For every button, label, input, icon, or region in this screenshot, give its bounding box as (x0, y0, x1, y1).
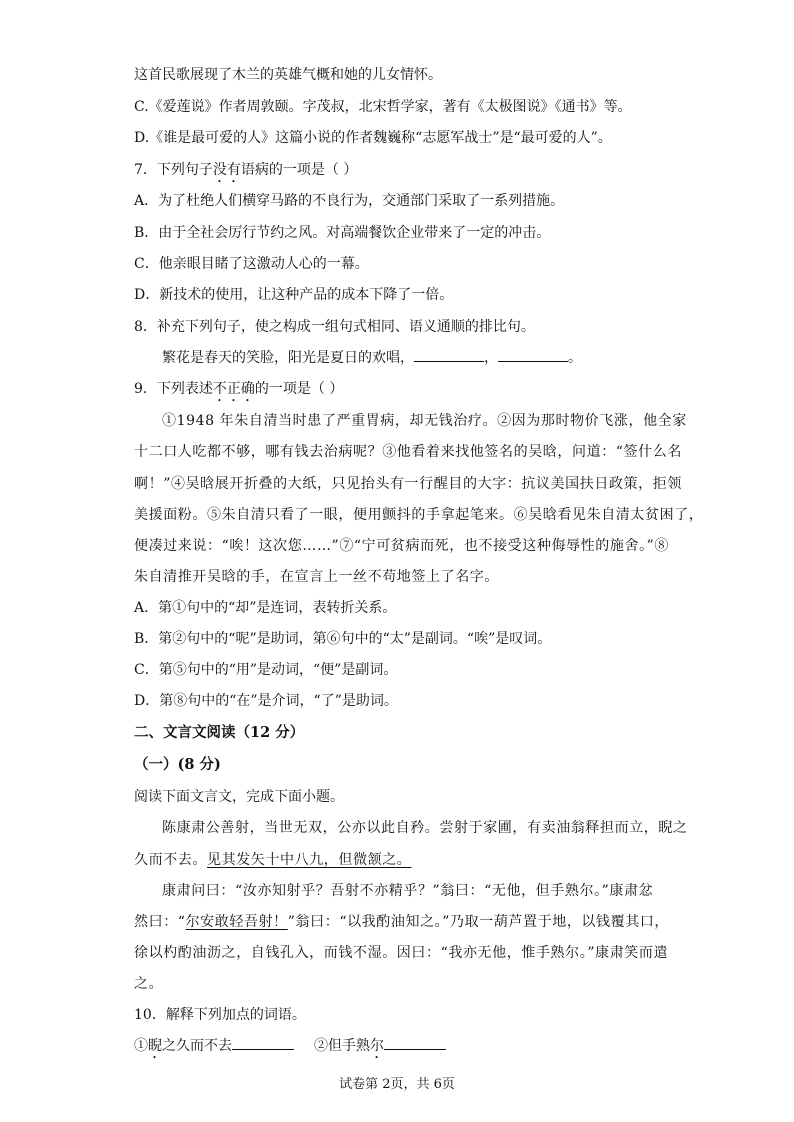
underlined-sentence: 尔安敢轻吾射！ (185, 914, 288, 930)
emphasis-dots: 不正确 (212, 381, 255, 397)
classical-text-line: 陈康肃公善射，当世无双，公亦以此自矜。尝射于家圃，有卖油翁释担而立，睨之 (162, 820, 688, 836)
question-7: 7．下列句子没有语病的一项是（ ） (134, 162, 358, 178)
question-9: 9．下列表述不正确的一项是（ ） (134, 381, 344, 397)
option-c: C．第⑤句中的“用”是动词，“便”是副词。 (134, 662, 398, 678)
passage-line: 朱自清推开吴晗的手，在宣言上一丝不苟地签上了名字。 (134, 569, 499, 585)
passage-line: 啊！”④吴晗展开折叠的大纸，只见抬头有一行醒目的大字：抗议美国扶日政策，拒领 (134, 476, 682, 492)
option-a: A．为了杜绝人们横穿马路的不良行为，交通部门采取了一系列措施。 (134, 193, 565, 209)
passage-line: ①1948 年朱自清当时患了严重胃病，却无钱治疗。②因为那时物价飞涨，他全家 (162, 413, 687, 429)
underlined-sentence: 见其发矢十中八九，但微颔之。 (207, 852, 412, 868)
option-b: B．由于全社会厉行节约之风。对高端餐饮企业带来了一定的冲击。 (134, 225, 551, 241)
option-d: D.《谁是最可爱的人》这篇小说的作者魏巍称“志愿军战士”是“最可爱的人”。 (134, 130, 612, 146)
option-a: A．第①句中的“却”是连词，表转折关系。 (134, 600, 397, 616)
classical-text-line: 康肃问曰：“汝亦知射乎？吾射不亦精乎？”翁曰：“无他，但手熟尔。”康肃忿 (162, 883, 654, 899)
passage-line: 便凑过来说：“唉！这次您……”⑦“宁可贫病而死，也不接受这种侮辱性的施舍。”⑧ (134, 538, 670, 554)
passage-line: 美援面粉。⑤朱自清只看了一眼，便用颤抖的手拿起笔来。⑥吴晗看见朱自清太贫困了， (134, 507, 704, 523)
answer-blank[interactable] (232, 1037, 294, 1050)
option-d: D．新技术的使用，让这种产品的成本下降了一倍。 (134, 287, 454, 303)
answer-blank[interactable] (384, 1037, 446, 1050)
option-c: C.《爱莲说》作者周敦颐。字茂叔，北宋哲学家，著有《太极图说》《通书》等。 (134, 99, 632, 115)
question-8: 8．补充下列句子，使之构成一组句式相同、语义通顺的排比句。 (134, 319, 535, 335)
answer-blank[interactable] (414, 349, 484, 362)
classical-text-line: 徐以杓酌油沥之，自钱孔入，而钱不湿。因曰：“我亦无他，惟手熟尔。”康肃笑而遣 (134, 945, 669, 961)
emphasis-dots: 尔 (370, 1038, 384, 1054)
option-b: B．第②句中的“呢”是助词，第⑥句中的“太”是副词。“唉”是叹词。 (134, 631, 552, 647)
answer-blank[interactable] (498, 349, 568, 362)
emphasis-dots: 睨 (148, 1038, 162, 1054)
emphasis-dots: 没有 (212, 162, 241, 178)
instruction: 阅读下面文言文，完成下面小题。 (134, 789, 344, 805)
classical-text-line: 之。 (134, 976, 164, 992)
page-footer: 试卷第 2页，共 6页 (339, 1077, 455, 1092)
question-8-body: 繁花是春天的笑脸，阳光是夏日的欢唱， ， 。 (162, 350, 582, 366)
section-heading: 二、文言文阅读（12 分） (134, 724, 305, 741)
classical-text-line: 然曰：“尔安敢轻吾射！”翁曰：“以我酌油知之。”乃取一葫芦置于地，以钱覆其口， (134, 914, 670, 930)
subsection-heading: （一）(8 分) (134, 756, 221, 773)
question-10-items: ①睨之久而不去 ②但手熟尔 (134, 1037, 446, 1062)
passage-line: 十二口人吃都不够，哪有钱去治病呢？③他看着来找他签名的吴晗，问道：“签什么名 (134, 444, 682, 460)
option-c: C．他亲眼目睹了这激动人心的一幕。 (134, 256, 369, 272)
text-line: 这首民歌展现了木兰的英雄气概和她的儿女情怀。 (134, 67, 442, 83)
classical-text-line: 久而不去。见其发矢十中八九，但微颔之。 (134, 852, 412, 868)
option-d: D．第⑧句中的“在”是介词，“了”是助词。 (134, 693, 398, 709)
question-10: 10．解释下列加点的词语。 (134, 1007, 306, 1023)
